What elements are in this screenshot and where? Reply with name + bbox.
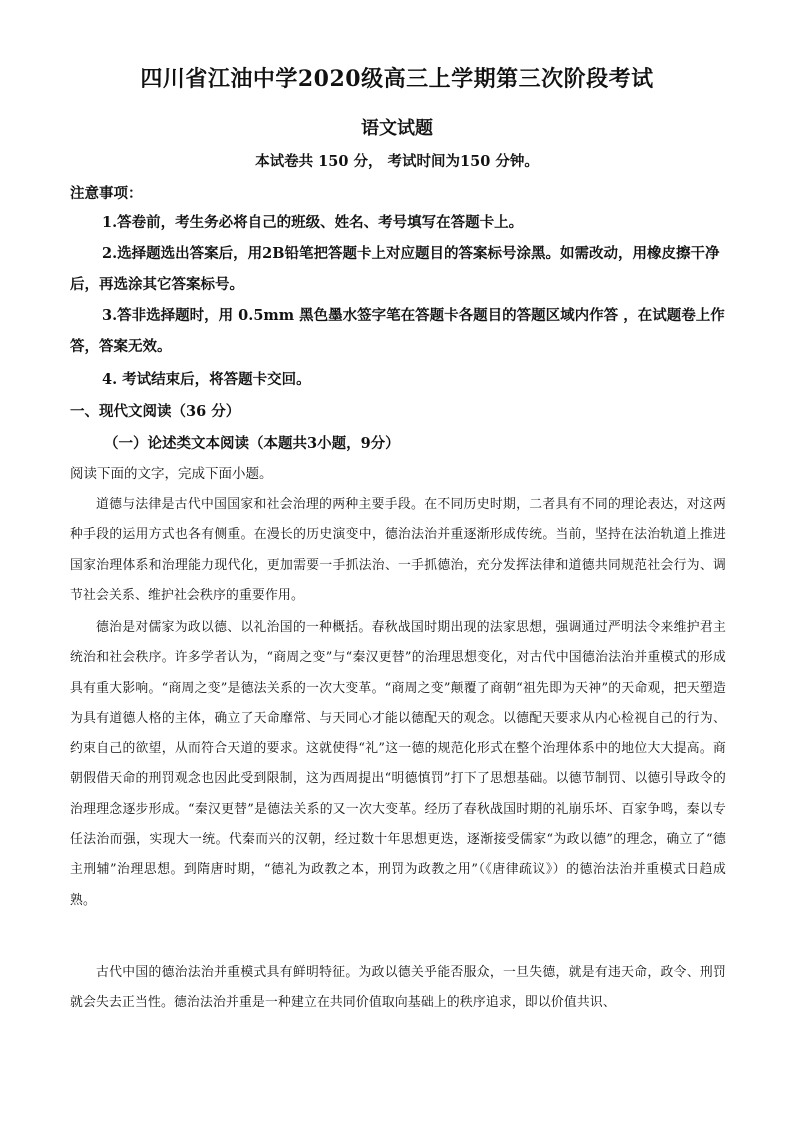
exam-title: 四川省江油中学2020级高三上学期第三次阶段考试 — [140, 66, 654, 92]
notice-item-2: 2.选择题选出答案后，用2B铅笔把答题卡上对应题目的答案标号涂黑。如需改动，用橡皮擦干净后，再选涂其它答案标号。 — [70, 245, 720, 293]
notice-item-3: 3.答非选择题时，用 0.5mm 黑色墨水签字笔在答题卡各题目的答题区域内作答 ，在试题卷上作答，答案无效。 — [70, 307, 725, 355]
notice-heading: 注意事项： — [70, 185, 143, 202]
passage-paragraph-2: 德治是对儒家为政以德、以礼治国的一种概括。春秋战国时期出现的法家思想，强调通过严明法令来维护君主统治和社会秩序。许多学者认为，“商周之变”与“秦汉更替”的治理思想变化，对古代中国德治法治并重模式的形成具有重大影响。“商周之变”是德法关系的一次大变革。“商周之变”颠覆了商朝“祖先即为天神”的天命观，把天塑造为具有道德人格的主体，确立了天命靡常、与天同心才能以德配天的观念。以德配天要求从内心检视自己的行为、约束自己的欲望，从而符合天道的要求。这就使得“礼”这一德的规范化形式在整个治理体系中的地位大大提高。商朝假借天命的刑罚观念也因此受到限制，这为西周提出“明德慎罚”打下了思想基础。以德节制罚、以德引导政令的治理理念逐步形成。“秦汉更替”是德法关系的又一次大变革。经历了春秋战国时期的礼崩乐坏、百家争鸣，秦以专任法治而强，实现大一统。代秦而兴的汉朝，经过数十年思想更迭，逐渐接受儒家“为政以德”的理念，确立了“德主刑辅”治理思想。到隋唐时期，“德礼为政教之本，刑罚为政教之用”（《唐律疏议》）的德治法治并重模式日趋成熟。 — [70, 620, 726, 908]
reading-instruction: 阅读下面的文字，完成下面小题。 — [70, 466, 273, 482]
passage-paragraph-3: 古代中国的德治法治并重模式具有鲜明特征。为政以德关乎能否服众，一旦失德，就是有违天命，政令、刑罚就会失去正当性。德治法治并重是一种建立在共同价值取向基础上的秩序追求，即以价值共识、 — [70, 965, 726, 1011]
notice-item-1: 1.答卷前，考生务必将自己的班级、姓名、考号填写在答题卡上。 — [102, 214, 524, 231]
section-heading: 一、现代文阅读（36 分） — [70, 403, 241, 420]
exam-info: 本试卷共 150 分， 考试时间为150 分钟。 — [255, 153, 539, 170]
exam-subtitle: 语文试题 — [361, 118, 433, 139]
notice-item-4: 4. 考试结束后，将答题卡交回。 — [102, 371, 311, 388]
passage-paragraph-1: 道德与法律是古代中国国家和社会治理的两种主要手段。在不同历史时期，二者具有不同的理论表达，对这两种手段的运用方式也各有侧重。在漫长的历史演变中，德治法治并重逐渐形成传统。当前，坚持在法治轨道上推进国家治理体系和治理能力现代化，更加需要一手抓法治、一手抓德治，充分发挥法律和道德共同规范社会行为、调节社会关系、维护社会秩序的重要作用。 — [70, 497, 726, 603]
subsection-heading: （一）论述类文本阅读（本题共3小题，9分） — [104, 435, 400, 452]
